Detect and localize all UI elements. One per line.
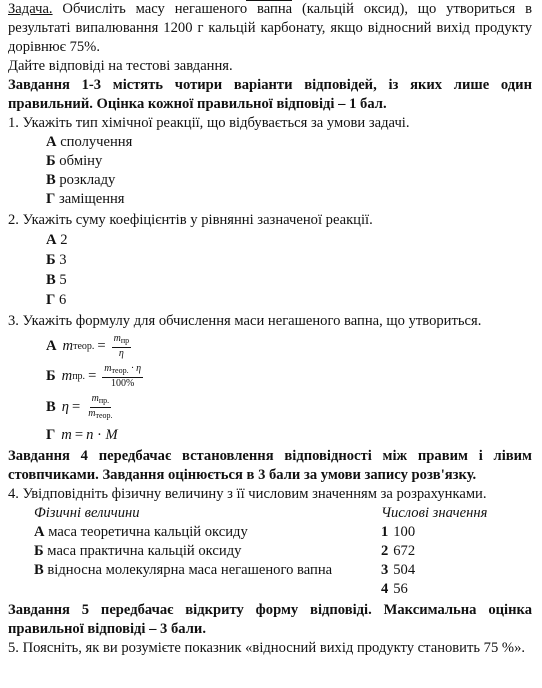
item-letter: А bbox=[34, 524, 45, 540]
formula-n: n bbox=[86, 426, 94, 443]
document-page bbox=[8, 0, 532, 658]
option-text: 3 bbox=[55, 252, 67, 268]
formula-M: M bbox=[105, 426, 118, 443]
item-value: 672 bbox=[393, 543, 416, 559]
table-row bbox=[34, 580, 504, 599]
option-text: 5 bbox=[55, 272, 67, 288]
table-row bbox=[34, 542, 504, 561]
fraction-numerator bbox=[102, 363, 143, 378]
left-column-header: Фізичні величини bbox=[34, 505, 140, 521]
formula-fraction bbox=[86, 393, 114, 422]
option-text: сполучення bbox=[56, 134, 133, 150]
q1-option-d bbox=[8, 190, 532, 209]
item-value: 56 bbox=[393, 581, 408, 597]
item-text: відносна молекулярна маса негашеного вапна bbox=[43, 562, 333, 578]
q2-option-b bbox=[8, 250, 532, 270]
q3-option-c bbox=[8, 391, 532, 423]
task-instruction: Дайте відповіді на тестові завдання. bbox=[8, 58, 233, 74]
matching-table bbox=[34, 504, 504, 599]
option-text: 2 bbox=[56, 232, 68, 248]
option-text: розкладу bbox=[55, 172, 116, 188]
question-4: 4. Увідповідніть фізичну величину з її числовим значенням за розрахунками. bbox=[8, 486, 487, 502]
numerator-symbol: m bbox=[113, 332, 121, 344]
item-value: 100 bbox=[393, 524, 416, 540]
section-1-heading: Завдання 1-3 містять чотири варіанти відповідей, із яких лише один правильний. Оцінка кожної правильної відповіді – 1 бал. bbox=[8, 77, 532, 112]
option-text: 6 bbox=[55, 292, 67, 308]
q1-option-c bbox=[8, 171, 532, 190]
section-2-heading: Завдання 4 передбачає встановлення відповідності між правим і лівим стовпчиками. Завдання оцінюється в 3 бали за умови запису розв'язку. bbox=[8, 448, 532, 483]
q3-option-d bbox=[8, 423, 532, 447]
formula-lhs: m bbox=[62, 337, 74, 354]
item-letter: В bbox=[34, 562, 44, 578]
question-1: 1. Укажіть тип хімічної реакції, що відбувається за умови задачі. bbox=[8, 115, 410, 131]
right-item bbox=[377, 580, 504, 599]
item-number: 2 bbox=[380, 543, 389, 559]
numerator-sub: пр. bbox=[98, 395, 110, 405]
left-item-empty bbox=[34, 580, 377, 599]
right-item bbox=[377, 561, 504, 580]
numerator-sub: теор. bbox=[111, 365, 129, 375]
option-letter: Г bbox=[46, 292, 56, 308]
numerator-symbol: m bbox=[104, 362, 112, 374]
option-letter: В bbox=[46, 172, 56, 188]
formula-lhs: η bbox=[61, 398, 69, 415]
fraction-denominator bbox=[86, 408, 114, 422]
fraction-denominator: 100% bbox=[111, 377, 135, 389]
option-letter: Б bbox=[46, 153, 56, 169]
q3-option-a bbox=[8, 331, 532, 361]
right-item bbox=[377, 542, 504, 561]
q1-option-b bbox=[8, 152, 532, 171]
equals-sign: = bbox=[88, 367, 97, 384]
equals-sign: = bbox=[74, 426, 84, 443]
question-3: 3. Укажіть формулу для обчислення маси негашеного вапна, що утвориться. bbox=[8, 313, 482, 329]
numerator-symbol: m bbox=[91, 392, 99, 404]
denominator-symbol: m bbox=[88, 407, 96, 419]
left-item bbox=[34, 523, 377, 542]
left-item bbox=[34, 542, 377, 561]
section-3-heading: Завдання 5 передбачає відкриту форму відповіді. Максимальна оцінка правильної відповіді – 3 бали. bbox=[8, 602, 532, 637]
formula-dot: · bbox=[93, 426, 106, 443]
formula-lhs: m bbox=[61, 367, 73, 384]
task-statement bbox=[8, 0, 532, 57]
item-number: 1 bbox=[380, 524, 389, 540]
item-number: 3 bbox=[380, 562, 389, 578]
numerator-tail: · η bbox=[128, 362, 142, 374]
option-text: заміщення bbox=[55, 191, 125, 207]
table-row bbox=[34, 504, 504, 523]
fraction-numerator bbox=[112, 333, 132, 348]
option-letter: В bbox=[46, 398, 56, 415]
option-letter: Б bbox=[46, 252, 56, 268]
formula-fraction bbox=[112, 333, 132, 360]
option-letter: В bbox=[46, 272, 56, 288]
formula-lhs-sub: теор. bbox=[73, 340, 95, 352]
option-text: обміну bbox=[55, 153, 103, 169]
q2-option-d bbox=[8, 290, 532, 310]
equals-sign: = bbox=[97, 337, 106, 354]
table-row bbox=[34, 561, 504, 580]
question-5: 5. Поясніть, як ви розумієте показник «відносний вихід продукту становить 75 %». bbox=[8, 640, 526, 656]
denominator-sub: теор. bbox=[95, 410, 113, 420]
right-column-header: Числові значення bbox=[380, 505, 488, 521]
numerator-sub: пр bbox=[120, 335, 130, 345]
fraction-denominator: η bbox=[118, 347, 124, 359]
formula-lhs-sub: пр. bbox=[72, 370, 86, 382]
option-letter: Б bbox=[46, 367, 56, 384]
option-letter: Г bbox=[46, 426, 56, 443]
item-text: маса практична кальцій оксиду bbox=[43, 543, 242, 559]
item-letter: Б bbox=[34, 543, 44, 559]
q2-option-c bbox=[8, 270, 532, 290]
option-letter: Г bbox=[46, 191, 56, 207]
question-2: 2. Укажіть суму коефіцієнтів у рівнянні зазначеної реакції. bbox=[8, 212, 373, 228]
option-letter: А bbox=[46, 337, 57, 354]
table-row bbox=[34, 523, 504, 542]
q3-option-b bbox=[8, 361, 532, 391]
item-value: 504 bbox=[393, 562, 416, 578]
formula-fraction bbox=[102, 363, 143, 390]
item-number: 4 bbox=[380, 581, 389, 597]
task-text: Обчисліть масу негашеного вапна (кальцій оксид), що утвориться в результаті випалювання 1200 г кальцій карбонату, якщо відносний вихід продукту дорівнює 75%. bbox=[8, 1, 532, 55]
q1-option-a bbox=[8, 133, 532, 152]
item-text: маса теоретична кальцій оксиду bbox=[44, 524, 248, 540]
task-label: Задача. bbox=[8, 1, 53, 17]
q2-option-a bbox=[8, 230, 532, 250]
left-item bbox=[34, 561, 377, 580]
option-letter: А bbox=[46, 134, 57, 150]
option-letter: А bbox=[46, 232, 57, 248]
formula-lhs: m bbox=[61, 426, 72, 443]
fraction-numerator bbox=[90, 393, 112, 408]
right-item bbox=[377, 523, 504, 542]
equals-sign: = bbox=[71, 398, 81, 415]
